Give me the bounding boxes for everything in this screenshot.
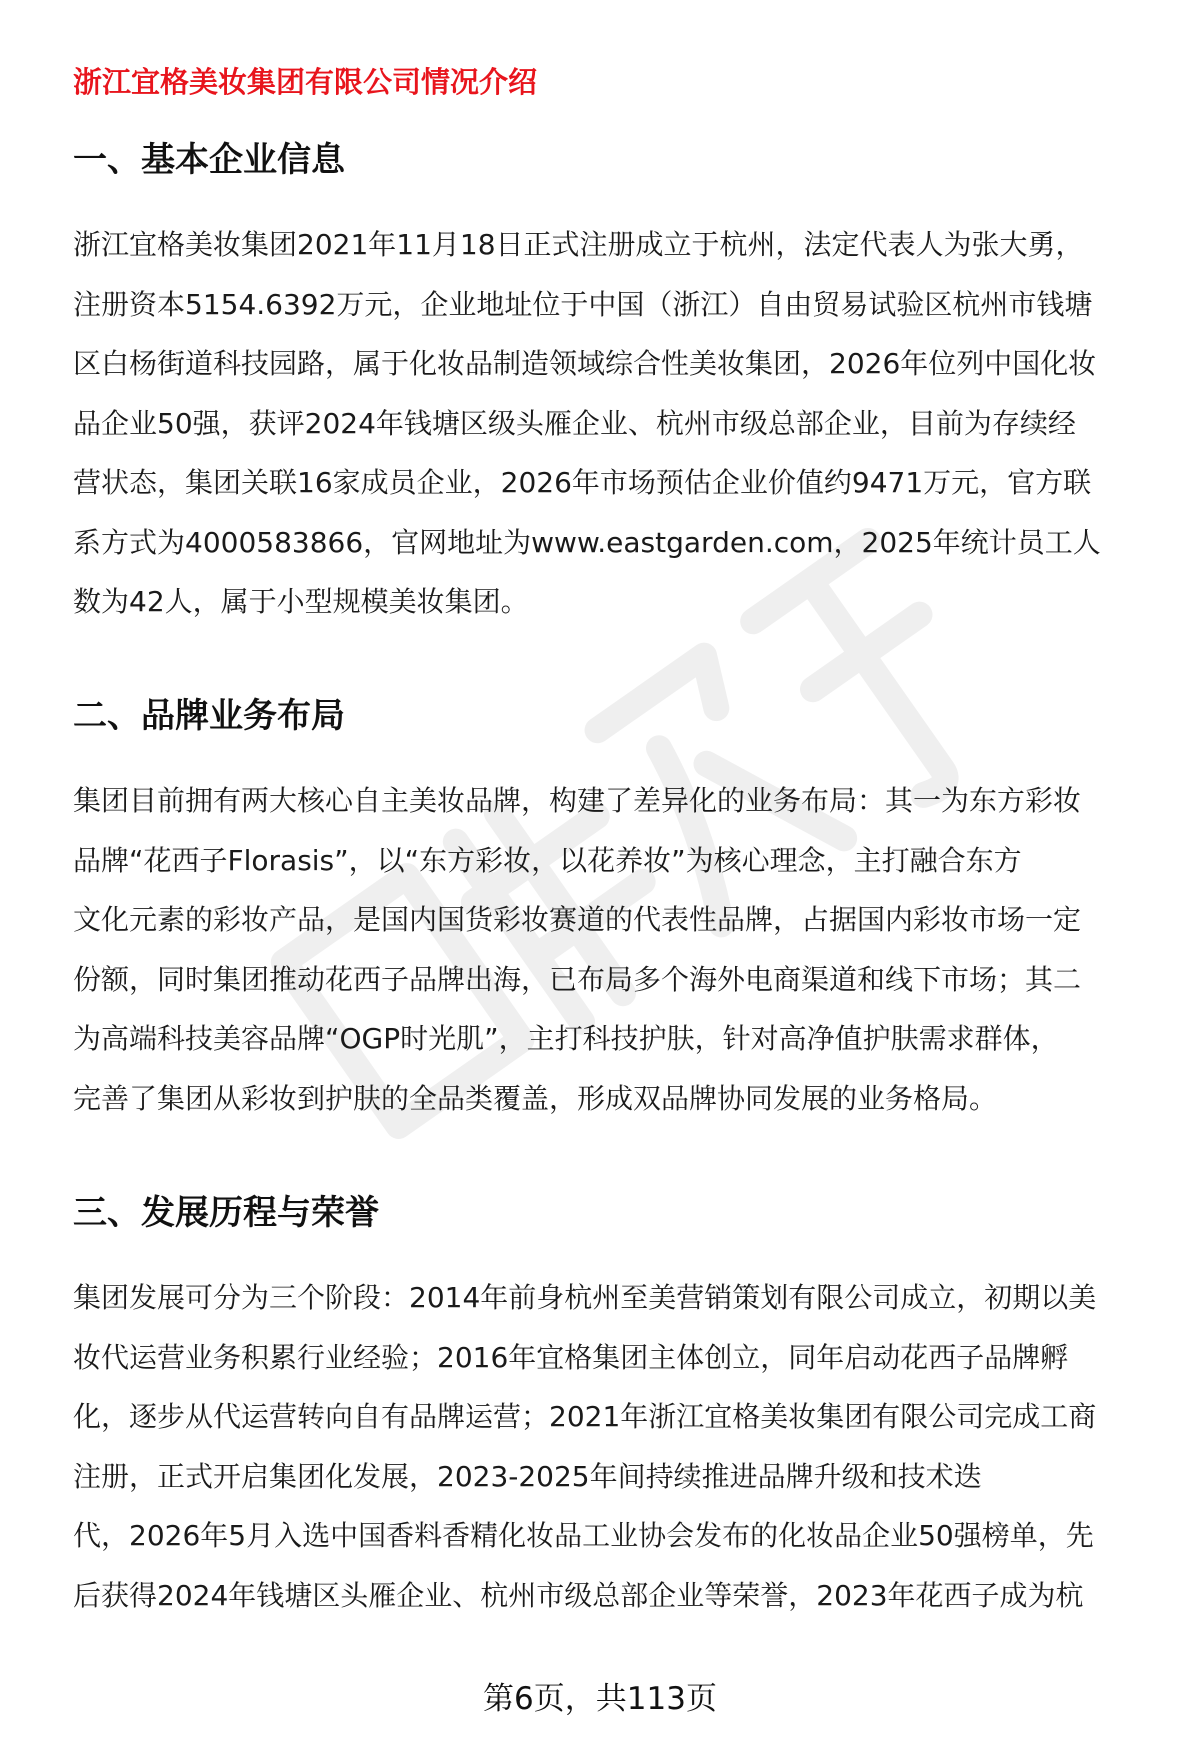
paragraph-line: 化，逐步从代运营转向自有品牌运营；2021年浙江宜格美妆集团有限公司完成工商 [73, 1400, 1097, 1433]
paragraph-line: 代，2026年5月入选中国香料香精化妆品工业协会发布的化妆品企业50强榜单，先 [73, 1519, 1094, 1552]
paragraph-line: 数为42人，属于小型规模美妆集团。 [73, 585, 529, 618]
section-heading-brand-layout: 二、品牌业务布局 [73, 696, 345, 736]
paragraph-line: 集团发展可分为三个阶段：2014年前身杭州至美营销策划有限公司成立，初期以美 [73, 1281, 1097, 1314]
paragraph-line: 区白杨街道科技园路，属于化妆品制造领域综合性美妆集团，2026年位列中国化妆 [73, 347, 1097, 380]
paragraph-line: 集团目前拥有两大核心自主美妆品牌，构建了差异化的业务布局：其一为东方彩妆 [73, 784, 1082, 817]
paragraph-line: 文化元素的彩妆产品，是国内国货彩妆赛道的代表性品牌，占据国内彩妆市场一定 [73, 903, 1082, 936]
paragraph-line: 后获得2024年钱塘区头雁企业、杭州市级总部企业等荣誉，2023年花西子成为杭 [73, 1578, 1084, 1612]
paragraph-line: 品牌“花西子Florasis”，以“东方彩妆，以花养妆”为核心理念，主打融合东方 [73, 843, 1022, 877]
section-heading-basic-info: 一、基本企业信息 [73, 140, 345, 180]
paragraph-line: 注册，正式开启集团化发展，2023-2025年间持续推进品牌升级和技术迭 [73, 1459, 982, 1493]
paragraph-line: 为高端科技美容品牌“OGP时光肌”，主打科技护肤，针对高净值护肤需求群体， [73, 1022, 1059, 1055]
section-paragraph-basic-info [73, 215, 1173, 632]
paragraph-line: 份额，同时集团推动花西子品牌出海，已布局多个海外电商渠道和线下市场；其二 [73, 962, 1082, 996]
paragraph-line: 妆代运营业务积累行业经验；2016年宜格集团主体创立，同年启动花西子品牌孵 [73, 1340, 1069, 1374]
paragraph-line: 营状态，集团关联16家成员企业，2026年市场预估企业价值约9471万元，官方联 [73, 466, 1092, 499]
paragraph-line: 系方式为4000583866，官网地址为www.eastgarden.com，2025年统计员工人 [73, 525, 1101, 559]
document-title: 浙江宜格美妆集团有限公司情况介绍 [73, 65, 538, 99]
section-paragraph-brand-layout [73, 771, 1173, 1128]
paragraph-line: 完善了集团从彩妆到护肤的全品类覆盖，形成双品牌协同发展的业务格局。 [73, 1081, 998, 1115]
paragraph-line: 浙江宜格美妆集团2021年11月18日正式注册成立于杭州，法定代表人为张大勇， [73, 228, 1084, 261]
paragraph-line: 品企业50强，获评2024年钱塘区级头雁企业、杭州市级总部企业，目前为存续经 [73, 406, 1076, 440]
section-paragraph-history-honors [73, 1268, 1173, 1625]
page-number-footer: 第6页，共113页 [483, 1681, 717, 1717]
paragraph-line: 注册资本5154.6392万元，企业地址位于中国（浙江）自由贸易试验区杭州市钱塘 [73, 287, 1093, 321]
section-heading-history-honors: 三、发展历程与荣誉 [73, 1193, 379, 1233]
